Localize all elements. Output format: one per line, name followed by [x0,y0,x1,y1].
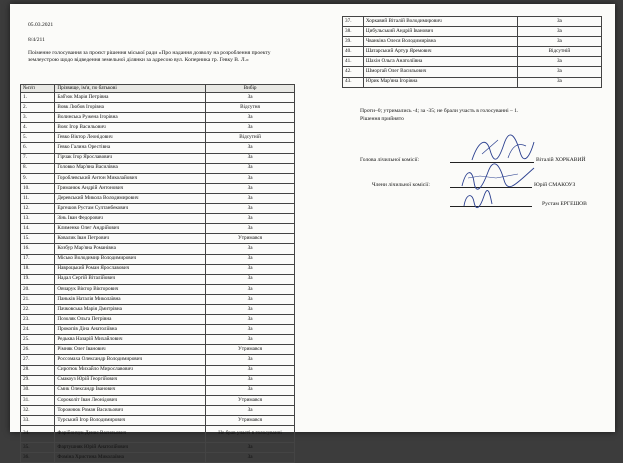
row-number: 7. [21,153,55,163]
member-name: Паньків Наталія Миколаївна [55,294,206,304]
table-row [21,375,295,385]
table-row [21,385,295,395]
row-number: 10. [21,183,55,193]
member-name: Клименко Олег Андрійович [55,224,206,234]
row-number: 19. [21,274,55,284]
row-number: 18. [21,264,55,274]
table-row [21,395,295,405]
col-number-header: №п/п [21,85,55,93]
member-name: Вояс Ігор Васильович [55,123,206,133]
row-number: 33. [21,416,55,426]
row-number: 42. [343,67,364,77]
row-number: 5. [21,133,55,143]
vote-value: Відсутня [206,103,295,113]
vote-table-left-body [21,93,295,463]
table-row [21,244,295,254]
vote-value: За [206,244,295,254]
table-row [21,274,295,284]
table-row [21,193,295,203]
vote-value: За [206,123,295,133]
row-number: 28. [21,365,55,375]
member-name: Деревський Микола Володимирович [55,193,206,203]
row-number: 29. [21,375,55,385]
table-row [21,315,295,325]
row-number: 38. [343,27,364,37]
vote-value: За [206,264,295,274]
vote-value: За [206,214,295,224]
member-name: Рімняк Олег Іванович [55,345,206,355]
member-name: Гороблевський Антон Миколайович [55,173,206,183]
row-number: 2. [21,103,55,113]
table-row [21,153,295,163]
vote-value: За [206,163,295,173]
table-row [21,345,295,355]
members-label: Члени лічильної комісії: [372,182,430,188]
document-title: Поіменне голосування за проєкт рішення міської ради «Про надання дозволу на розроблення проекту землеустрою щодо відведення земельної ділянки за адресою вул. Коперника гр. Гевку В. Л.» [28,50,271,63]
member-name: Чванкіна Олеся Володимирівна [363,37,517,47]
table-row [21,143,295,153]
table-row [21,355,295,365]
member-name: Гевко Віктор Леонідович [55,133,206,143]
member-name: Овчарук Віктор Вікторович [55,284,206,294]
row-number: 9. [21,173,55,183]
member-name: Баб'юк Марія Петрівна [55,93,206,103]
vote-value: Не брав участі в голосуванні [206,426,295,443]
row-number: 14. [21,224,55,234]
row-number: 32. [21,405,55,415]
vote-value: За [206,355,295,365]
vote-value: За [517,37,601,47]
vote-value: За [206,183,295,193]
member2-signature [460,188,496,212]
member-name: Вовк Любов Ігорівна [55,103,206,113]
member-name: Шатарський Артур Яремович [363,47,517,57]
member-name: Наврoцький Роман Ярославович [55,264,206,274]
member2-name: Рустам ЕРГЕШОВ [542,201,587,207]
table-row [21,365,295,375]
row-number: 23. [21,315,55,325]
row-number: 15. [21,234,55,244]
vote-value: За [206,365,295,375]
vote-value: Відсутній [206,133,295,143]
row-number: 36. [21,453,55,463]
vote-value: За [517,57,601,67]
vote-value: За [206,153,295,163]
member-name: Юрик Мар'яна Ігорівна [363,77,517,87]
member-name: Сороколіт Іван Леонідович [55,395,206,405]
row-number: 34. [21,426,55,443]
table-row [21,234,295,244]
chair-signature [468,132,538,166]
row-number: 13. [21,214,55,224]
row-number: 17. [21,254,55,264]
row-number: 39. [343,37,364,47]
member-name: Хоркавий Віталій Володимирович [363,17,517,27]
vote-value: За [206,325,295,335]
member-name: Місько Володимир Володимирович [55,254,206,264]
member-name: Россомаха Олександр Володимирович [55,355,206,365]
table-row [21,453,295,463]
table-row [21,173,295,183]
vote-value: За [517,27,601,37]
vote-value: За [206,335,295,345]
row-number: 43. [343,77,364,87]
table-row [21,93,295,103]
member-name: Шморгай Олег Васильович [363,67,517,77]
chair-name: Віталій ХОРКАВИЙ [536,157,586,163]
table-row [21,133,295,143]
member-name: Фоміна Христина Миколаївна [55,453,206,463]
table-row [343,27,602,37]
vote-value: За [206,405,295,415]
vote-value: За [206,315,295,325]
table-row [21,224,295,234]
vote-value: За [206,304,295,314]
member-name: Надал Сергій Віталійович [55,274,206,284]
table-row [21,264,295,274]
member-name: Фарійончук Денис Васильович [55,426,206,443]
row-number: 26. [21,345,55,355]
member-name: Сиротюк Михайло Мирославович [55,365,206,375]
row-number: 1. [21,93,55,103]
member-name: Фартушняк Юрій Анатолійович [55,443,206,453]
member-name: Пачковська Марія Дмитрівна [55,304,206,314]
member-name: Прокопів Діна Анатоліївна [55,325,206,335]
member-name: Головко Мар'яна Василівна [55,163,206,173]
vote-value: Утримався [206,416,295,426]
vote-value: За [206,173,295,183]
row-number: 25. [21,335,55,345]
vote-value: За [206,93,295,103]
table-row [21,284,295,294]
table-row [21,405,295,415]
vote-value: За [206,284,295,294]
member-name: Волинська Руженa Ігорівна [55,113,206,123]
document-number: 8/4/211 [28,37,45,43]
vote-value: За [517,77,601,87]
vote-value: Утримався [206,345,295,355]
row-number: 20. [21,284,55,294]
vote-value: За [206,204,295,214]
table-row [21,123,295,133]
col-name-header: Прізвище, ім'я, по батькові [55,85,206,93]
table-row [343,67,602,77]
row-number: 30. [21,385,55,395]
table-row [21,443,295,453]
vote-table-left [20,84,295,463]
row-number: 8. [21,163,55,173]
row-number: 40. [343,47,364,57]
vote-value: За [517,17,601,27]
vote-value: Відсутній [517,47,601,57]
row-number: 35. [21,443,55,453]
vote-table-right-body [343,17,602,88]
table-row [21,204,295,214]
vote-value: За [206,385,295,395]
table-row [343,77,602,87]
vote-value: За [206,193,295,203]
member-name: Козбур Мар'яна Романівна [55,244,206,254]
document-date: 05.03.2021 [28,22,54,28]
chair-label: Голова лічильної комісії: [360,157,420,163]
vote-value: За [206,375,295,385]
row-number: 27. [21,355,55,365]
table-row [21,113,295,123]
row-number: 24. [21,325,55,335]
member-name: Смик Олександр Іванович [55,385,206,395]
table-row [343,37,602,47]
member-name: Зінь Іван Федорович [55,214,206,224]
member-name: Цибульський Андрій Іванович [363,27,517,37]
vote-value: Утримався [206,234,295,244]
table-header-row [21,85,295,93]
vote-value: За [206,294,295,304]
member-name: Ковалик Іван Петрович [55,234,206,244]
table-row [21,294,295,304]
vote-table-right [342,16,602,88]
member-name: Торожнюк Роман Васильович [55,405,206,415]
vote-value: За [206,443,295,453]
row-number: 11. [21,193,55,203]
member-name: Гевко Галина Орестівна [55,143,206,153]
member-name: Позоляк Ольга Петрівна [55,315,206,325]
document-page [10,4,615,460]
row-number: 31. [21,395,55,405]
row-number: 41. [343,57,364,67]
vote-value: За [206,113,295,123]
table-row [21,103,295,113]
vote-value: Утримався [206,395,295,405]
table-row [343,57,602,67]
decision-text: Рішення прийнято [360,116,404,122]
vote-value: За [206,274,295,284]
row-number: 12. [21,204,55,214]
vote-value: За [517,67,601,77]
vote-value: За [206,453,295,463]
table-row [343,17,602,27]
row-number: 6. [21,143,55,153]
table-row [21,183,295,193]
row-number: 16. [21,244,55,254]
member-name: Гірчак Ігор Ярославович [55,153,206,163]
table-row [21,416,295,426]
vote-value: За [206,143,295,153]
table-row [21,163,295,173]
table-row [21,426,295,443]
results-summary: Проти–0; утримались -4; за -35; не брали участь в голосуванні – 1. [360,108,519,114]
table-row [21,304,295,314]
row-number: 4. [21,123,55,133]
member-name: Шахін Ольга Анатоліївна [363,57,517,67]
table-row [21,335,295,345]
row-number: 37. [343,17,364,27]
member-name: Смакоуз Юрій Георгійович [55,375,206,385]
member-name: Турський Ігор Володимирович [55,416,206,426]
member1-name: Юрій СМАКОУЗ [534,182,576,188]
table-row [21,325,295,335]
table-row [21,254,295,264]
vote-value: За [206,254,295,264]
member-name: Гриманюк Андрій Антонович [55,183,206,193]
member-name: Ергешов Рустам Султанбекович [55,204,206,214]
row-number: 22. [21,304,55,314]
table-row [343,47,602,57]
row-number: 3. [21,113,55,123]
vote-value: За [206,224,295,234]
col-vote-header: Вибір [206,85,295,93]
member-name: Редьква Назарій Михайлович [55,335,206,345]
table-row [21,214,295,224]
row-number: 21. [21,294,55,304]
